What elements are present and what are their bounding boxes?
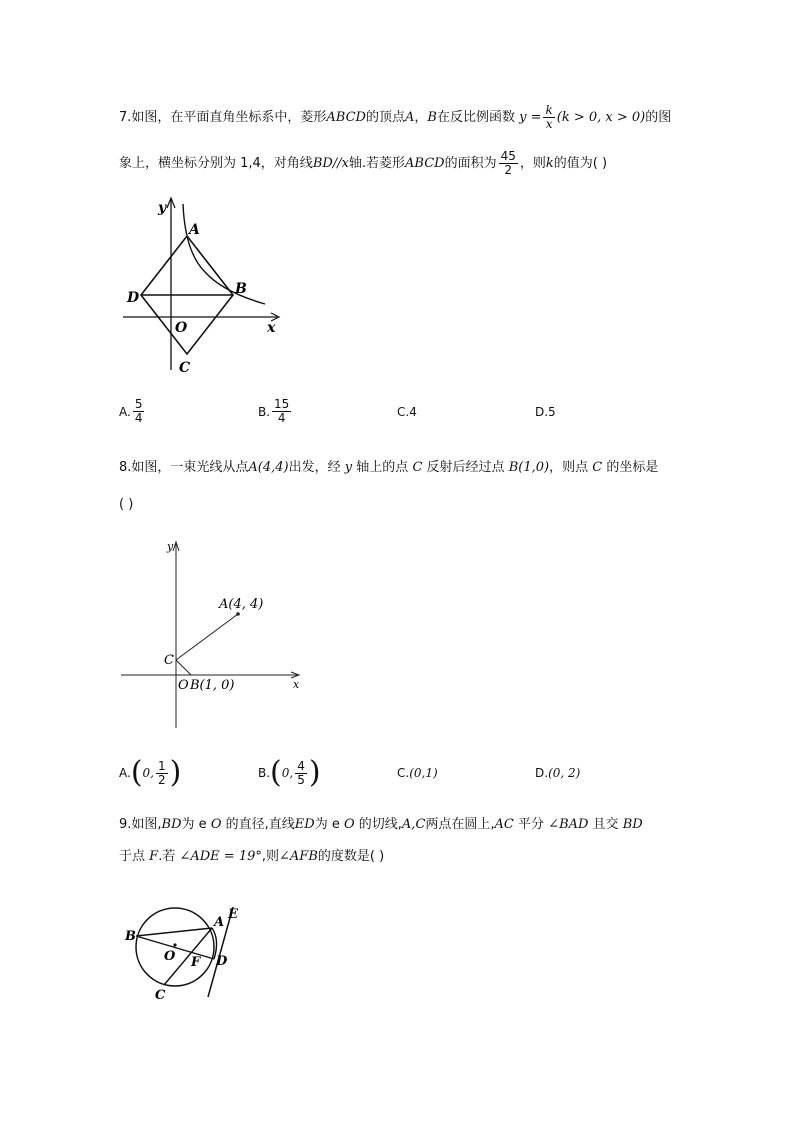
q9-label-c: C: [155, 988, 166, 1003]
chord-ba: [136, 928, 212, 936]
q7-option-a[interactable]: A. $\frac{5}{4}$: [119, 397, 143, 425]
q7-label-c: C: [179, 360, 191, 376]
q8-option-a[interactable]: A. ( 0, $\frac{1}{2}$ ): [119, 755, 182, 790]
q9-label-o: O: [164, 949, 176, 964]
q7-option-c[interactable]: C.4: [397, 405, 417, 419]
center-o: [173, 943, 176, 946]
q7-label-d: D: [127, 290, 140, 306]
ray-cb: [176, 660, 191, 675]
q7-option-d[interactable]: D.5: [535, 405, 556, 419]
q7-label-b: B: [235, 281, 247, 297]
q9-circle-figure: [115, 895, 275, 1010]
q8-label-x: x: [293, 678, 300, 691]
q8-label-y: y: [167, 540, 174, 553]
ray-ca: [176, 614, 238, 660]
q8-label-c: C: [164, 653, 174, 668]
q9-label-d: D: [216, 954, 228, 969]
q8-label-b: B(1, 0): [190, 678, 235, 693]
q8-label-a: A(4, 4): [219, 597, 264, 612]
q9-label-b: B: [125, 929, 136, 944]
q7-label-o: O: [175, 320, 188, 336]
q7-label-a: A: [189, 222, 200, 238]
q7-line-2: 象上，横坐标分别为 1,4，对角线BD//x轴.若菱形ABCD的面积为 $\frac{45}{2}$ ，则k的值为( ): [119, 149, 608, 177]
q9-line-1: 9.如图,BD为 e O 的直径,直线ED为 e O 的切线,A,C两点在圆上,AC 平分 ∠BAD 且交 BD: [119, 817, 643, 832]
hyperbola-curve: [183, 204, 265, 304]
q8-reflection-figure: [115, 536, 315, 736]
point-a: [236, 612, 240, 616]
q7-label-x: x: [267, 320, 276, 336]
q7-option-b[interactable]: B. $\frac{15}{4}$: [258, 397, 290, 425]
q8-line-2: ( ): [119, 497, 134, 512]
q8-option-b[interactable]: B. ( 0, $\frac{4}{5}$ ): [258, 755, 321, 790]
q7-label-y: y: [158, 200, 167, 216]
q9-label-f: F: [191, 955, 201, 970]
q8-label-o: O: [178, 678, 189, 693]
q9-line-2: 于点 F.若 ∠ADE = 19°,则∠AFB的度数是( ): [119, 849, 385, 864]
function-fraction: $\frac{k}{x}$: [545, 103, 553, 131]
q7-line-1: 7.如图，在平面直角坐标系中，菱形ABCD的顶点A，B在反比例函数 y = $\frac{k}{x}$ (k > 0, x > 0)的图: [119, 103, 672, 131]
q9-label-a: A: [214, 915, 225, 930]
q9-label-e: E: [228, 907, 238, 922]
q8-line-1: 8.如图，一束光线从点A(4,4)出发，经 y 轴上的点 C 反射后经过点 B(1,0)，则点 C 的坐标是: [119, 460, 659, 475]
area-fraction: $\frac{45}{2}$: [500, 149, 516, 177]
q8-option-c[interactable]: C. (0,1): [397, 766, 438, 780]
q8-option-d[interactable]: D. (0, 2): [535, 766, 581, 780]
q7-rhombus-figure: [115, 192, 295, 377]
